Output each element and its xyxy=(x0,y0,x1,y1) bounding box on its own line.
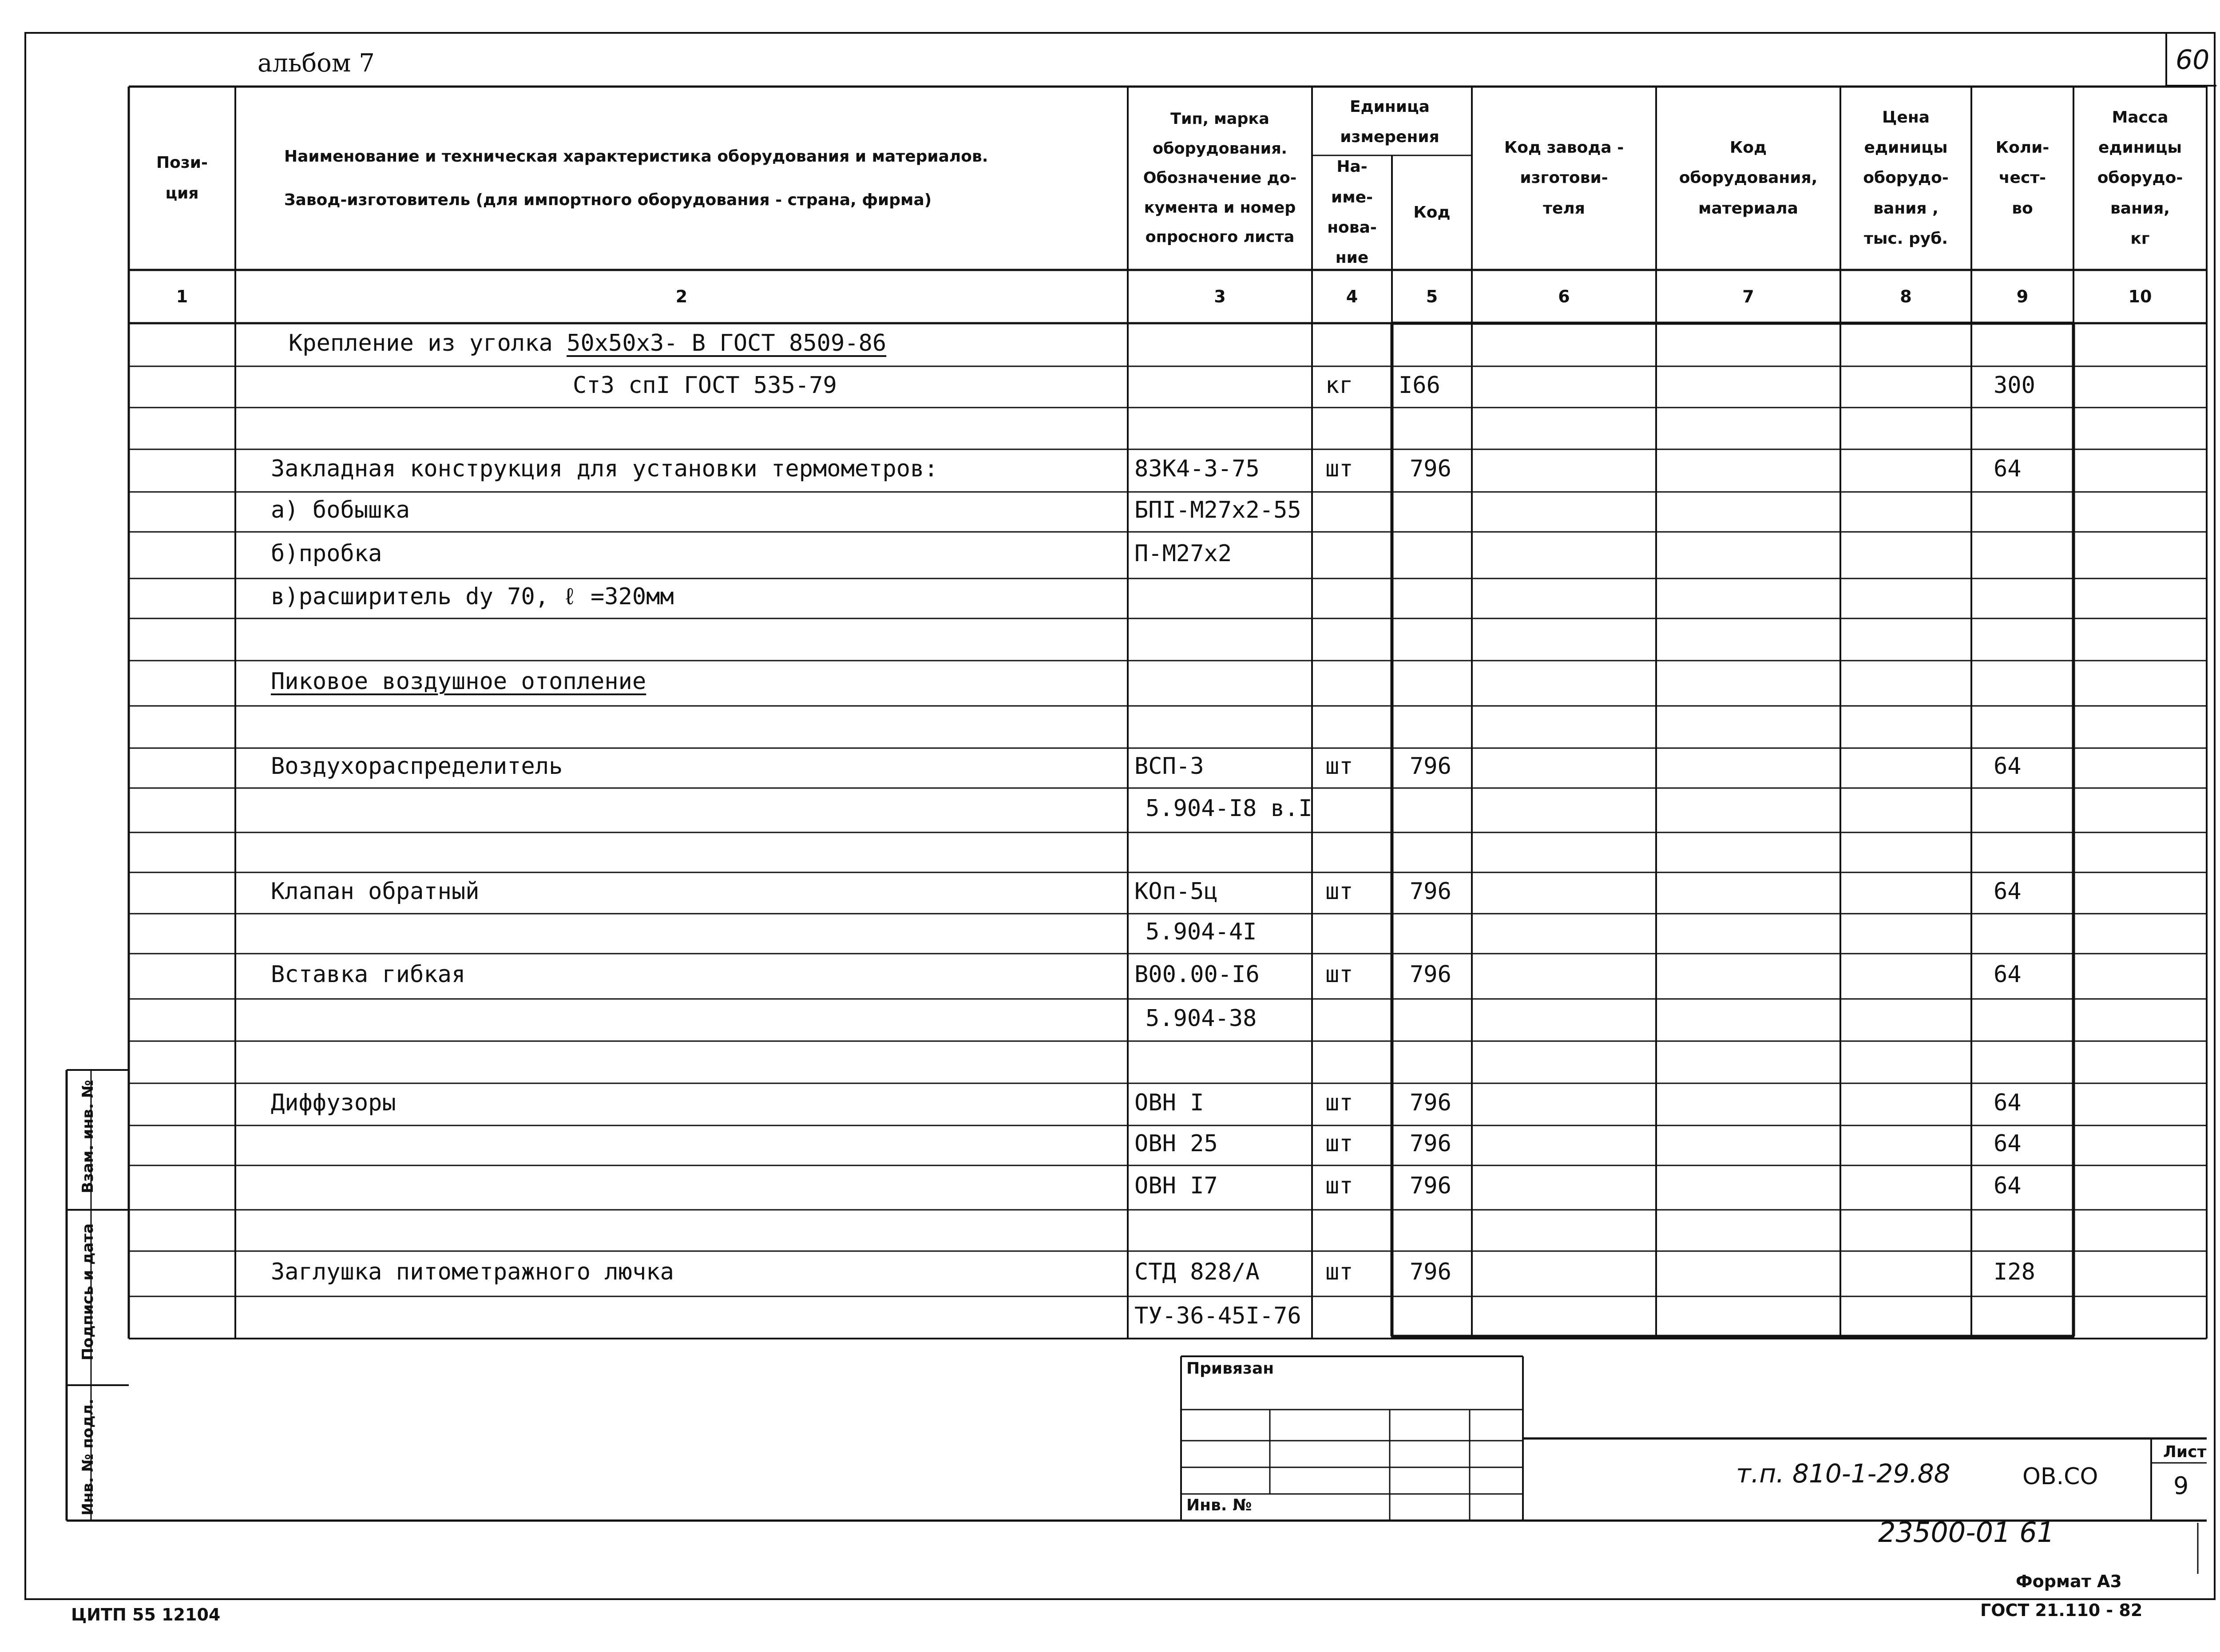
column-number-7: 7 xyxy=(1742,287,1754,306)
column-number-9: 9 xyxy=(2016,287,2029,306)
item-code: 796 xyxy=(1410,878,1451,905)
page-number: 60 xyxy=(2176,44,2210,75)
column-header-8: Цена единицы оборудо- вания , тыс. руб. xyxy=(1863,108,1949,248)
item-type: П-М27х2 xyxy=(1134,540,1232,567)
item-unit: шт xyxy=(1325,456,1353,482)
item-qty: I28 xyxy=(1994,1259,2035,1285)
item-name: Воздухораспределитель xyxy=(271,753,563,780)
item-type: 83К4-3-75 xyxy=(1134,456,1260,482)
item-code: 796 xyxy=(1410,753,1451,780)
item-unit: шт xyxy=(1325,961,1353,988)
column-header-1: Пози- ция xyxy=(156,154,208,202)
item-name: а) бобышка xyxy=(271,497,410,523)
column-header-7: Код оборудования, материала xyxy=(1679,138,1818,218)
item-name: Вставка гибкая xyxy=(271,961,466,988)
item-qty: 64 xyxy=(1994,1130,2022,1157)
item-qty: 64 xyxy=(1994,456,2022,482)
column-number-8: 8 xyxy=(1900,287,1912,306)
item-code: 796 xyxy=(1410,456,1451,482)
gost-label: ГОСТ 21.110 - 82 xyxy=(1980,1600,2143,1620)
item-unit: шт xyxy=(1325,1130,1353,1157)
stamp-inv-no: Инв. № xyxy=(1186,1496,1252,1514)
album-label: альбом 7 xyxy=(258,49,375,78)
column-number-3: 3 xyxy=(1214,287,1226,306)
column-number-4: 4 xyxy=(1346,287,1358,306)
item-name: в)расширитель dу 70, ℓ =320мм xyxy=(271,583,674,610)
item-name: Ст3 спI ГОСТ 535-79 xyxy=(573,372,837,399)
print-code: ЦИТП 55 12104 xyxy=(71,1605,221,1624)
item-code: I66 xyxy=(1399,372,1440,399)
item-qty: 64 xyxy=(1994,878,2022,905)
item-name: Крепление из уголка 50х50х3- В ГОСТ 8509-86 xyxy=(289,329,887,357)
column-header-6: Код завода - изготови- теля xyxy=(1504,138,1624,218)
stamp-sheet-number: 9 xyxy=(2173,1472,2189,1500)
item-unit: шт xyxy=(1325,1259,1353,1285)
item-name: Закладная конструкция для установки термометров: xyxy=(271,456,938,482)
item-name: Диффузоры xyxy=(271,1089,396,1116)
item-type: ТУ-36-45I-76 xyxy=(1134,1302,1301,1329)
column-header-4: На- име- нова- ние xyxy=(1327,158,1377,267)
item-type: СТД 828/А xyxy=(1134,1259,1260,1285)
side-label-vzam-inv: Взам. инв. № xyxy=(79,1080,97,1193)
item-type: 5.904-I8 в.I xyxy=(1146,795,1312,822)
item-code: 796 xyxy=(1410,961,1451,988)
format-label: Формат А3 xyxy=(2016,1572,2122,1591)
item-type: ОВН I7 xyxy=(1134,1173,1218,1199)
item-code: 796 xyxy=(1410,1130,1451,1157)
column-header-5: Код xyxy=(1413,203,1451,222)
column-number-10: 10 xyxy=(2128,287,2152,306)
column-header-9: Коли- чест- во xyxy=(1995,138,2050,218)
handwritten-number: 23500-01 61 xyxy=(1878,1516,2055,1549)
item-type: В00.00-I6 xyxy=(1134,961,1260,988)
item-code: 796 xyxy=(1410,1089,1451,1116)
item-unit: шт xyxy=(1325,1173,1353,1199)
item-name: б)пробка xyxy=(271,540,382,567)
side-label-podpis-data: Подпись и дата xyxy=(79,1223,97,1361)
item-name: Заглушка питометражного лючка xyxy=(271,1259,674,1285)
item-type: 5.904-4I xyxy=(1146,919,1257,945)
column-number-6: 6 xyxy=(1558,287,1570,306)
item-type: ОВН I xyxy=(1134,1089,1204,1116)
item-qty: 64 xyxy=(1994,1173,2022,1199)
item-unit: кг xyxy=(1325,372,1353,399)
column-header-2: Наименование и техническая характеристика оборудования и материалов. Завод-изготовитель (для импортного оборудования - страна, фирма) xyxy=(284,147,988,209)
item-code: 796 xyxy=(1410,1259,1451,1285)
item-qty: 64 xyxy=(1994,961,2022,988)
side-label-inv-podl: Инв. № подл. xyxy=(79,1398,97,1516)
stamp-doc-code: т.п. 810-1-29.88 xyxy=(1736,1458,1950,1489)
column-number-5: 5 xyxy=(1426,287,1438,306)
item-type: БПI-М27х2-55 xyxy=(1134,497,1301,523)
item-type: ОВН 25 xyxy=(1134,1130,1218,1157)
stamp-mark: ОВ.СО xyxy=(2022,1463,2098,1490)
column-number-1: 1 xyxy=(176,287,188,306)
item-type: ВСП-3 xyxy=(1134,753,1204,780)
item-qty: 300 xyxy=(1994,372,2035,399)
column-number-2: 2 xyxy=(675,287,688,306)
item-unit: шт xyxy=(1325,1089,1353,1116)
stamp-privyazan: Привязан xyxy=(1186,1359,1274,1378)
item-code: 796 xyxy=(1410,1173,1451,1199)
item-name: Клапан обратный xyxy=(271,878,480,905)
stamp-sheet-label: Лист xyxy=(2163,1443,2207,1461)
unit-group-title: Единица измерения xyxy=(1340,97,1439,146)
item-type: 5.904-38 xyxy=(1146,1005,1257,1032)
item-name: Пиковое воздушное отопление xyxy=(271,668,646,695)
column-header-3: Тип, марка оборудования. Обозначение до- кумента и номер опросного листа xyxy=(1143,110,1297,246)
item-unit: шт xyxy=(1325,878,1353,905)
item-qty: 64 xyxy=(1994,753,2022,780)
item-unit: шт xyxy=(1325,753,1353,780)
item-type: КОп-5ц xyxy=(1134,878,1218,905)
item-qty: 64 xyxy=(1994,1089,2022,1116)
column-header-10: Масса единицы оборудо- вания, кг xyxy=(2097,108,2183,248)
